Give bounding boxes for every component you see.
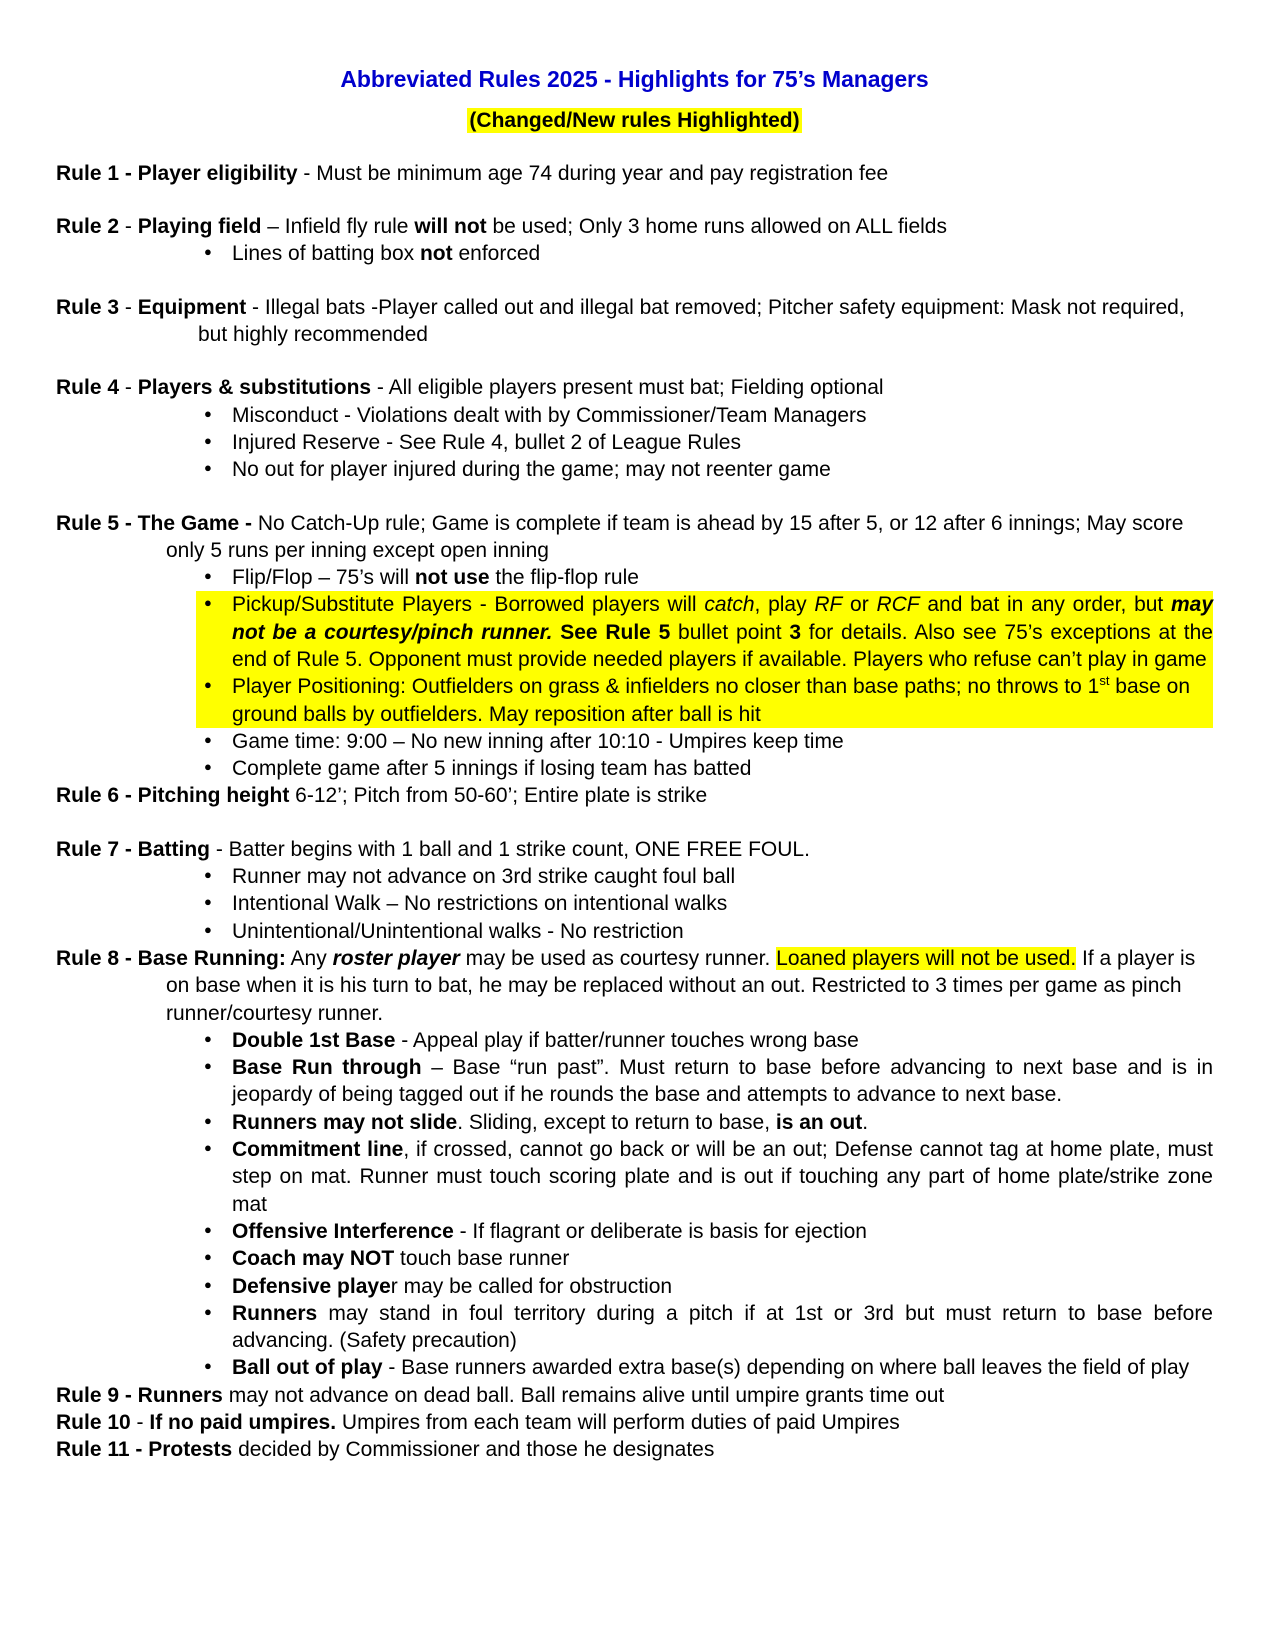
rule-5-line	[56, 510, 1213, 565]
rule-4-sep: -	[119, 376, 138, 400]
rule-2-sep: -	[119, 215, 138, 239]
rule-8-roster-player: roster player	[332, 946, 460, 970]
ordinal-suffix: st	[1099, 673, 1110, 689]
rule-10-body: Umpires from each team will perform duties of paid Umpires	[336, 1411, 900, 1435]
list-item	[196, 1109, 1213, 1136]
rule-11	[56, 1436, 1213, 1463]
bullet-text-c: enforced	[452, 242, 541, 266]
t13: for details. Also see 75’s exceptions at the end of Rule 5. Opponent must provide needed players if available. Players who refuse can’t play in game	[232, 620, 1213, 671]
rule-10-name: If no paid umpires.	[149, 1411, 337, 1435]
list-item	[196, 1027, 1213, 1054]
rule-3-line	[56, 294, 1213, 349]
rule-3-body: - Illegal bats -Player called out and illegal bat removed; Pitcher safety equipment: Mask not required, but highly recommended	[198, 295, 1185, 347]
rule-2	[56, 213, 1213, 268]
spacer	[56, 187, 1213, 213]
rule-5-label: Rule 5 - The Game -	[56, 511, 253, 535]
rule-8-lead-d: If a player is on base when it is his turn to bat, he may be replaced without an out. Restricted to 3 times per game as pinch runner/courtesy runner.	[166, 946, 1196, 1025]
t7: and bat in any order, but	[919, 593, 1171, 617]
bullet-term: Runners may not slide	[232, 1110, 458, 1134]
rule-11-label: Rule 11 - Protests	[56, 1438, 233, 1462]
rule-6-body: 6-12’; Pitch from 50-60’; Entire plate is strike	[289, 784, 708, 808]
list-item: ● Misconduct - Violations dealt with by Commissioner/Team Managers	[196, 402, 1213, 429]
rule-8-line	[56, 945, 1213, 1027]
rule-5	[56, 510, 1213, 783]
list-item: ● No out for player injured during the game; may not reenter game	[196, 456, 1213, 483]
rule-4-name: Players & substitutions	[137, 376, 372, 400]
rule-6	[56, 782, 1213, 809]
bullet-term: Offensive Interference	[232, 1219, 454, 1243]
bullet-term: Coach may NOT	[232, 1247, 395, 1271]
rule-4-bullets	[196, 402, 1213, 484]
bullet-rest: touch base runner	[394, 1247, 570, 1271]
rule-9-body: may not advance on dead ball. Ball remains alive until umpire grants time out	[222, 1383, 945, 1407]
spacer	[56, 268, 1213, 294]
t3: , play	[754, 593, 815, 617]
rule-2-body-b: will not	[414, 215, 487, 239]
t5: or	[842, 593, 877, 617]
list-item	[196, 1245, 1213, 1272]
bullet-term-2: is an out	[775, 1110, 863, 1134]
rule-7	[56, 836, 1213, 945]
list-item-highlighted	[196, 673, 1213, 728]
bullet-rest-2: .	[862, 1110, 869, 1134]
bullet-text-b: not	[419, 242, 453, 266]
subtitle-row	[56, 108, 1213, 134]
rule-6-label: Rule 6 - Pitching height	[56, 784, 290, 808]
spacer	[56, 134, 1213, 160]
rule-3-name: Equipment	[137, 295, 247, 319]
bullet-rest: – Base “run past”. Must return to base before advancing to next base and is in jeopardy of being tagged out if he rounds the base and attempts to advance to next base.	[232, 1056, 1214, 1107]
rule-10	[56, 1409, 1213, 1436]
rule-2-body-a: – Infield fly rule	[261, 215, 415, 239]
t8-courtesy-runner: may not be a courtesy/pinch runner.	[232, 593, 1214, 644]
spacer	[56, 348, 1213, 374]
bullet-rest: - Base runners awarded extra base(s) depending on where ball leaves the field of play	[382, 1356, 1190, 1380]
spacer	[56, 810, 1213, 836]
list-item	[196, 1354, 1213, 1381]
rule-2-number: Rule 2	[56, 215, 120, 239]
t1: Pickup/Substitute Players - Borrowed players will	[232, 593, 705, 617]
rule-8-lead-c: may be used as courtesy runner.	[459, 946, 777, 970]
bullet-rest: - If flagrant or deliberate is basis for ejection	[453, 1219, 867, 1243]
list-item	[196, 1218, 1213, 1245]
rule-2-line	[56, 213, 1213, 240]
rule-6-line	[56, 782, 1213, 809]
rule-4-body: - All eligible players present must bat; Fielding optional	[371, 376, 884, 400]
rule-3-number: Rule 3	[56, 295, 120, 319]
bullet-term: Base Run through	[232, 1056, 422, 1080]
bullet-rest: r may be called for obstruction	[390, 1274, 673, 1298]
rule-7-line	[56, 836, 1213, 863]
bullet-text-a: Flip/Flop – 75’s will	[232, 566, 415, 590]
rule-4-number: Rule 4	[56, 376, 120, 400]
list-item-highlighted	[196, 591, 1213, 673]
rule-3	[56, 294, 1213, 349]
t10-see-rule-5: See Rule 5	[560, 620, 671, 644]
rule-2-bullets	[196, 240, 1213, 267]
bullet-rest: - Appeal play if batter/runner touches wrong base	[395, 1028, 859, 1052]
rule-4	[56, 374, 1213, 483]
t2-catch: catch	[704, 593, 755, 617]
t4-rf: RF	[814, 593, 843, 617]
rule-7-bullets	[196, 863, 1213, 945]
rule-10-sep: -	[130, 1411, 150, 1435]
page-title: Abbreviated Rules 2025 - Highlights for 75’s Managers	[340, 66, 929, 92]
rule-10-line	[56, 1409, 1213, 1436]
rule-1	[56, 160, 1213, 187]
rule-2-name: Playing field	[137, 215, 262, 239]
rule-8-bullets	[196, 1027, 1213, 1382]
list-item	[196, 1300, 1213, 1355]
bullet-term: Runners	[232, 1301, 318, 1325]
t6-rcf: RCF	[876, 593, 920, 617]
spacer	[56, 484, 1213, 510]
list-item	[196, 1054, 1213, 1109]
page-subtitle: (Changed/New rules Highlighted)	[469, 108, 800, 132]
rule-7-body: - Batter begins with 1 ball and 1 strike count, ONE FREE FOUL.	[210, 837, 810, 861]
bullet-text-c: the flip-flop rule	[489, 566, 639, 590]
rule-8-label: Rule 8 - Base Running:	[56, 946, 286, 970]
rule-5-bullets	[196, 564, 1213, 782]
bullet-term: Ball out of play	[232, 1356, 383, 1380]
rule-9-line	[56, 1382, 1213, 1409]
bullet-rest: may stand in foul territory during a pitch if at 1st or 3rd but must return to base before advancing. (Safety precaution)	[232, 1301, 1213, 1353]
list-item: ● Complete game after 5 innings if losing team has batted	[196, 755, 1213, 782]
list-item	[196, 1136, 1213, 1218]
rule-2-body-c: be used; Only 3 home runs allowed on ALL fields	[486, 215, 947, 239]
rule-8-highlight: Loaned players will not be used.	[776, 946, 1077, 970]
rule-5-body: No Catch-Up rule; Game is complete if team is ahead by 15 after 5, or 12 after 6 innings; May score only 5 runs per inning except open inning	[166, 511, 1184, 562]
rule-7-label: Rule 7 - Batting	[56, 837, 211, 861]
list-item	[196, 240, 1213, 267]
rule-1-label: Rule 1 - Player eligibility	[56, 161, 298, 185]
list-item: ● Game time: 9:00 – No new inning after 10:10 - Umpires keep time	[196, 728, 1213, 755]
rule-4-line	[56, 374, 1213, 401]
rule-8	[56, 945, 1213, 1382]
rule-11-body: decided by Commissioner and those he designates	[232, 1438, 715, 1462]
bullet-rest: , if crossed, cannot go back or will be an out; Defense cannot tag at home plate, must step on mat. Runner must touch scoring plate and is out if touching any part of home plate/strike zone mat	[232, 1138, 1213, 1216]
list-item	[196, 1273, 1213, 1300]
bullet-term: Commitment line	[232, 1138, 404, 1162]
t11: bullet point	[670, 620, 790, 644]
rule-1-line	[56, 160, 1213, 187]
list-item	[196, 564, 1213, 591]
bullet-term: Double 1st Base	[232, 1028, 396, 1052]
bullet-text-b: not use	[414, 566, 490, 590]
bullet-rest: . Sliding, except to return to base,	[457, 1110, 776, 1134]
t12-bullet-3: 3	[789, 620, 802, 644]
list-item: ● Unintentional/Unintentional walks - No restriction	[196, 918, 1213, 945]
rule-10-number: Rule 10	[56, 1411, 131, 1435]
t1: Player Positioning: Outfielders on grass & infielders no closer than base paths; no throws to 1	[232, 675, 1100, 699]
rule-1-body: - Must be minimum age 74 during year and pay registration fee	[297, 161, 889, 185]
rule-9-label: Rule 9 - Runners	[56, 1383, 223, 1407]
rule-11-line	[56, 1436, 1213, 1463]
rule-8-lead-a: Any	[285, 946, 333, 970]
t2: base on ground balls by outfielders. May reposition after ball is hit	[232, 675, 1191, 726]
bullet-term: Defensive playe	[232, 1274, 391, 1298]
rule-3-sep: -	[119, 295, 138, 319]
rule-9	[56, 1382, 1213, 1409]
bullet-text-a: Lines of batting box	[232, 242, 420, 266]
list-item: ● Injured Reserve - See Rule 4, bullet 2 of League Rules	[196, 429, 1213, 456]
list-item: ● Intentional Walk – No restrictions on intentional walks	[196, 890, 1213, 917]
list-item: ● Runner may not advance on 3rd strike caught foul ball	[196, 863, 1213, 890]
